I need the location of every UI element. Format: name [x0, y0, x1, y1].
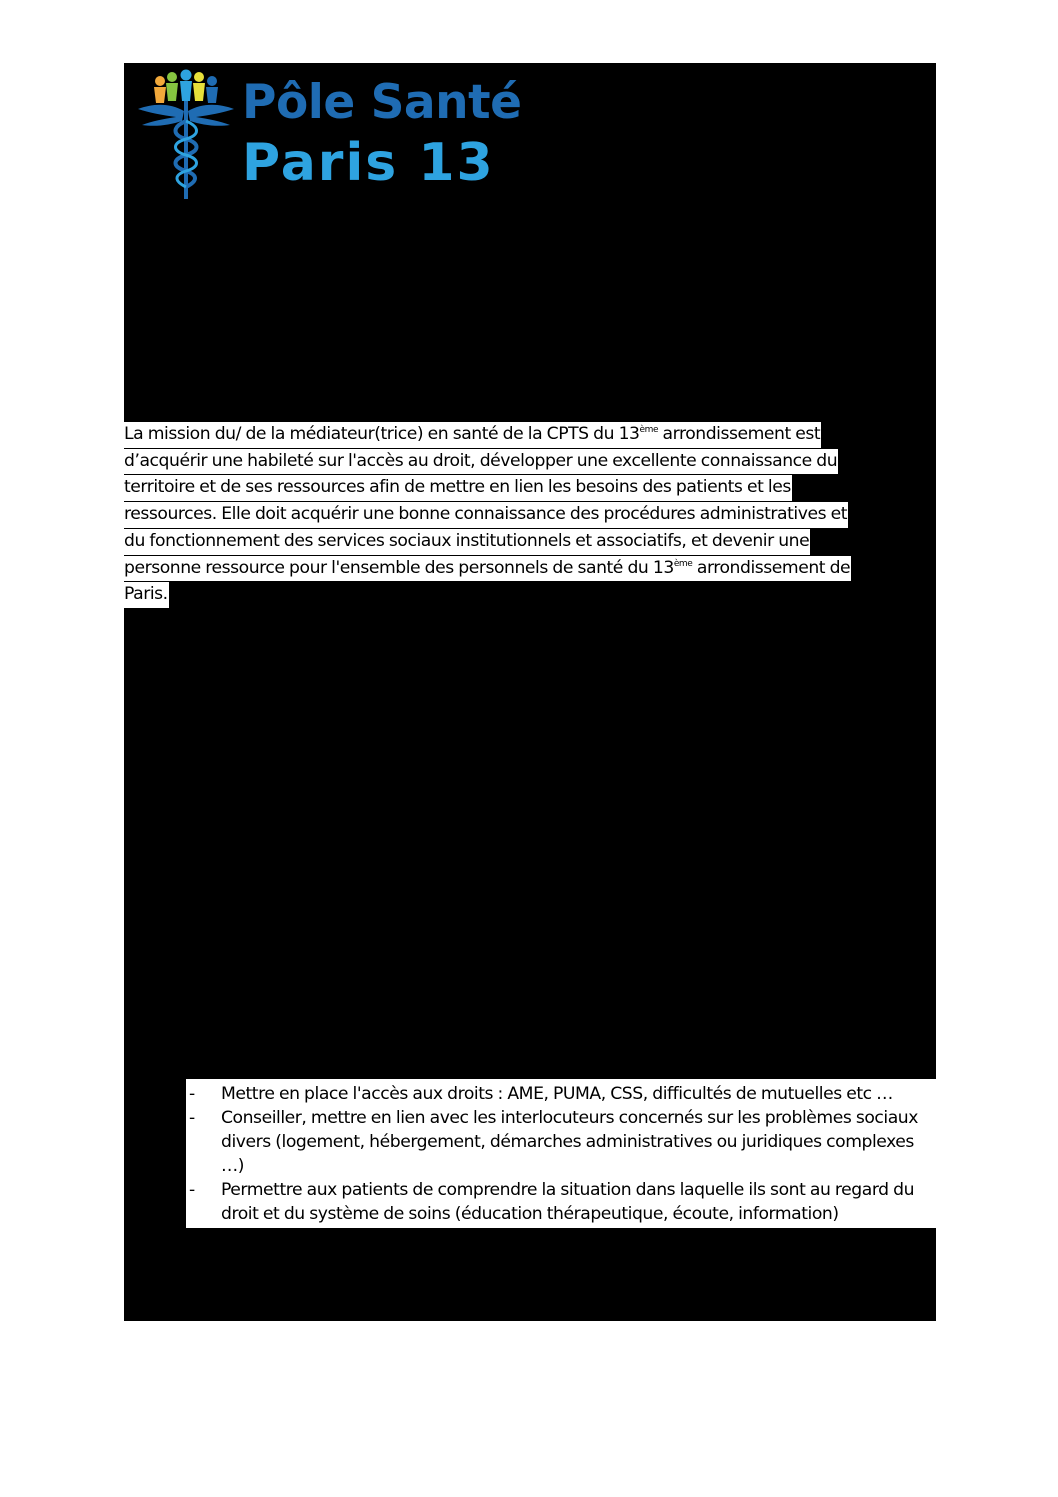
list-item — [186, 1106, 936, 1178]
tasks-list — [186, 1079, 936, 1228]
pole-sante-logo — [136, 69, 536, 199]
bullet-dash: - — [189, 1084, 195, 1104]
task-text: Permettre aux patients de comprendre la situation dans laquelle ils sont au regard du droit et du système de soins (éducation thérapeutique, écoute, information) — [221, 1180, 915, 1224]
bullet-dash: - — [189, 1108, 195, 1128]
redacted-page-area — [124, 63, 936, 1321]
mission-line: La mission du/ de la médiateur(trice) en santé de la CPTS du 13ème arrondissement est — [124, 422, 821, 449]
task-text: Conseiller, mettre en lien avec les interlocuteurs concernés sur les problèmes sociaux divers (logement, hébergement, démarches administratives ou juridiques complexes …) — [221, 1108, 918, 1176]
bullet-dash: - — [189, 1180, 195, 1200]
mission-line: Paris. — [124, 582, 169, 609]
mission-line: d’acquérir une habileté sur l'accès au droit, développer une excellente connaissance du — [124, 449, 838, 476]
mission-line: ressources. Elle doit acquérir une bonne connaissance des procédures administratives et — [124, 502, 848, 529]
people-figures — [154, 70, 218, 104]
logo-title-line1: Pôle Santé — [242, 75, 522, 130]
task-text: Mettre en place l'accès aux droits : AME, PUMA, CSS, difficultés de mutuelles etc … — [221, 1084, 893, 1104]
list-item — [186, 1082, 936, 1106]
logo-title-line2: Paris 13 — [242, 133, 495, 193]
list-item — [186, 1178, 936, 1226]
caduceus-icon — [136, 69, 236, 201]
mission-line: du fonctionnement des services sociaux institutionnels et associatifs, et devenir une — [124, 529, 810, 556]
mission-paragraph — [124, 422, 936, 609]
mission-line: territoire et de ses ressources afin de mettre en lien les besoins des patients et les — [124, 475, 792, 502]
mission-line: personne ressource pour l'ensemble des personnels de santé du 13ème arrondissement de — [124, 556, 851, 583]
